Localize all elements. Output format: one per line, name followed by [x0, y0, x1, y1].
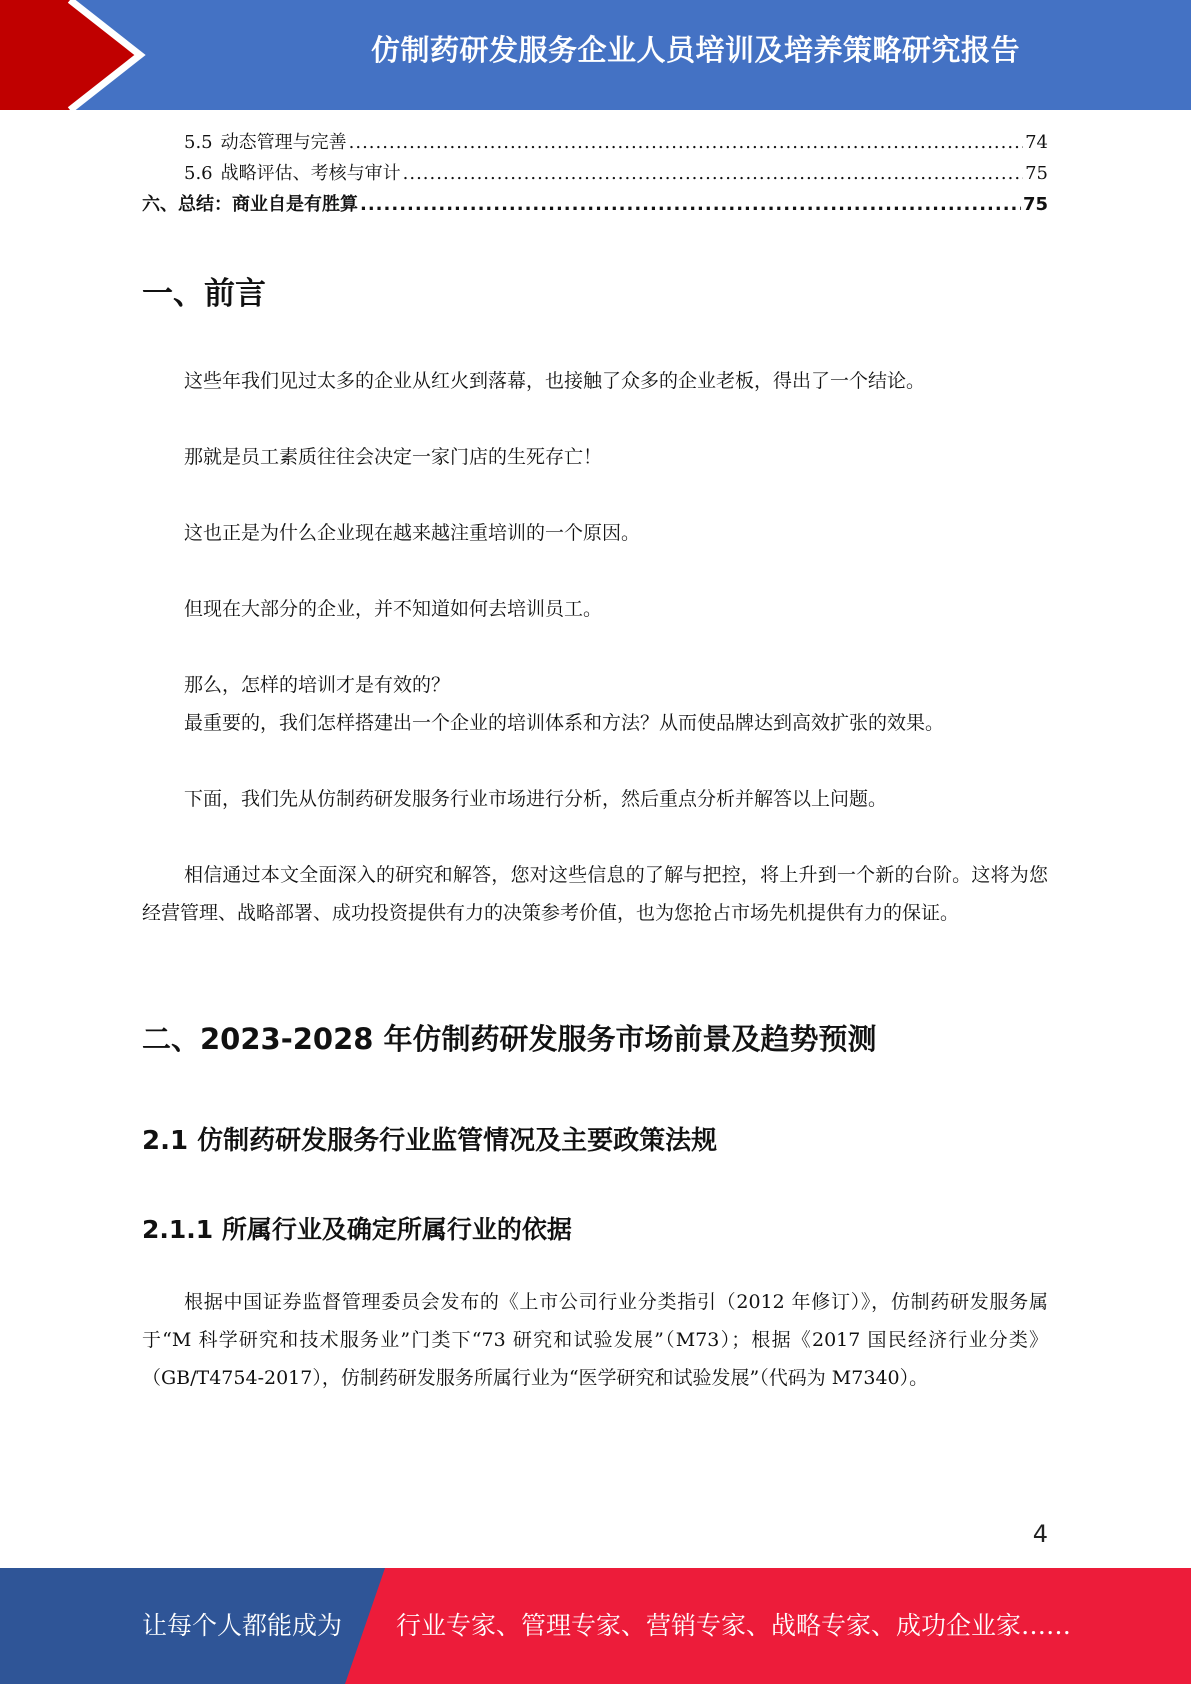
paragraph: 相信通过本文全面深入的研究和解答，您对这些信息的了解与把控，将上升到一个新的台阶。这将为您经营管理、战略部署、成功投资提供有力的决策参考价值，也为您抢占市场先机提供有力的保证。: [142, 864, 1048, 924]
toc-entry-number: 5.5: [184, 132, 213, 153]
footer-banner: [0, 1568, 1191, 1684]
toc-entry-number: 5.6: [184, 163, 213, 184]
toc-leader-dots: [403, 163, 1023, 184]
paragraph: 最重要的，我们怎样搭建出一个企业的培训体系和方法？从而使品牌达到高效扩张的效果。: [184, 712, 945, 734]
toc-entry-page: 74: [1025, 132, 1048, 153]
section-heading-preface: 一、前言: [142, 276, 266, 312]
subsection-heading-industry-basis: 2.1.1 所属行业及确定所属行业的依据: [142, 1215, 572, 1244]
toc-entry-title: 六、总结：商业自是有胜算: [142, 194, 358, 215]
footer-slogan-left: 让每个人都能成为: [142, 1611, 343, 1640]
header-banner: [0, 0, 1191, 110]
toc-entry[interactable]: [142, 128, 1048, 159]
paragraph: 但现在大部分的企业，并不知道如何去培训员工。: [184, 598, 603, 620]
toc-entry-page: 75: [1025, 163, 1048, 184]
report-title: 仿制药研发服务企业人员培训及培养策略研究报告: [370, 33, 1020, 67]
toc-entry-page: 75: [1022, 194, 1048, 215]
toc-leader-dots: [360, 194, 1021, 215]
subsection-heading-regulation: 2.1 仿制药研发服务行业监管情况及主要政策法规: [142, 1126, 718, 1156]
header-arrow-decoration: [0, 0, 160, 110]
paragraph: 这也正是为什么企业现在越来越注重培训的一个原因。: [184, 522, 641, 544]
paragraph: 那就是员工素质往往会决定一家门店的生死存亡！: [184, 446, 603, 468]
toc-leader-dots: [349, 132, 1023, 153]
footer-slogan-right: 行业专家、管理专家、营销专家、战略专家、成功企业家……: [396, 1611, 1072, 1640]
table-of-contents: [142, 128, 1048, 221]
section-heading-market-outlook: 二、2023-2028 年仿制药研发服务市场前景及趋势预测: [142, 1022, 877, 1056]
toc-entry[interactable]: [142, 190, 1048, 221]
toc-entry-title: 战略评估、考核与审计: [220, 163, 401, 184]
toc-entry-title: 动态管理与完善: [220, 132, 347, 153]
paragraph: 根据中国证券监督管理委员会发布的《上市公司行业分类指引（2012 年修订）》，仿制药研发服务属于“M 科学研究和技术服务业”门类下“73 研究和试验发展”（M73）；根据《2017 国民经济行业分类》（GB/T4754-2017），仿制药研发服务所属行业为“医学研究和试验发展”（代码为 M7340）。: [142, 1291, 1048, 1389]
toc-entry[interactable]: [142, 159, 1048, 190]
page-number: 4: [1032, 1520, 1048, 1548]
paragraph: 这些年我们见过太多的企业从红火到落幕，也接触了众多的企业老板，得出了一个结论。: [184, 370, 926, 392]
paragraph: 那么，怎样的培训才是有效的？: [184, 674, 451, 696]
paragraph: 下面，我们先从仿制药研发服务行业市场进行分析，然后重点分析并解答以上问题。: [184, 788, 888, 810]
